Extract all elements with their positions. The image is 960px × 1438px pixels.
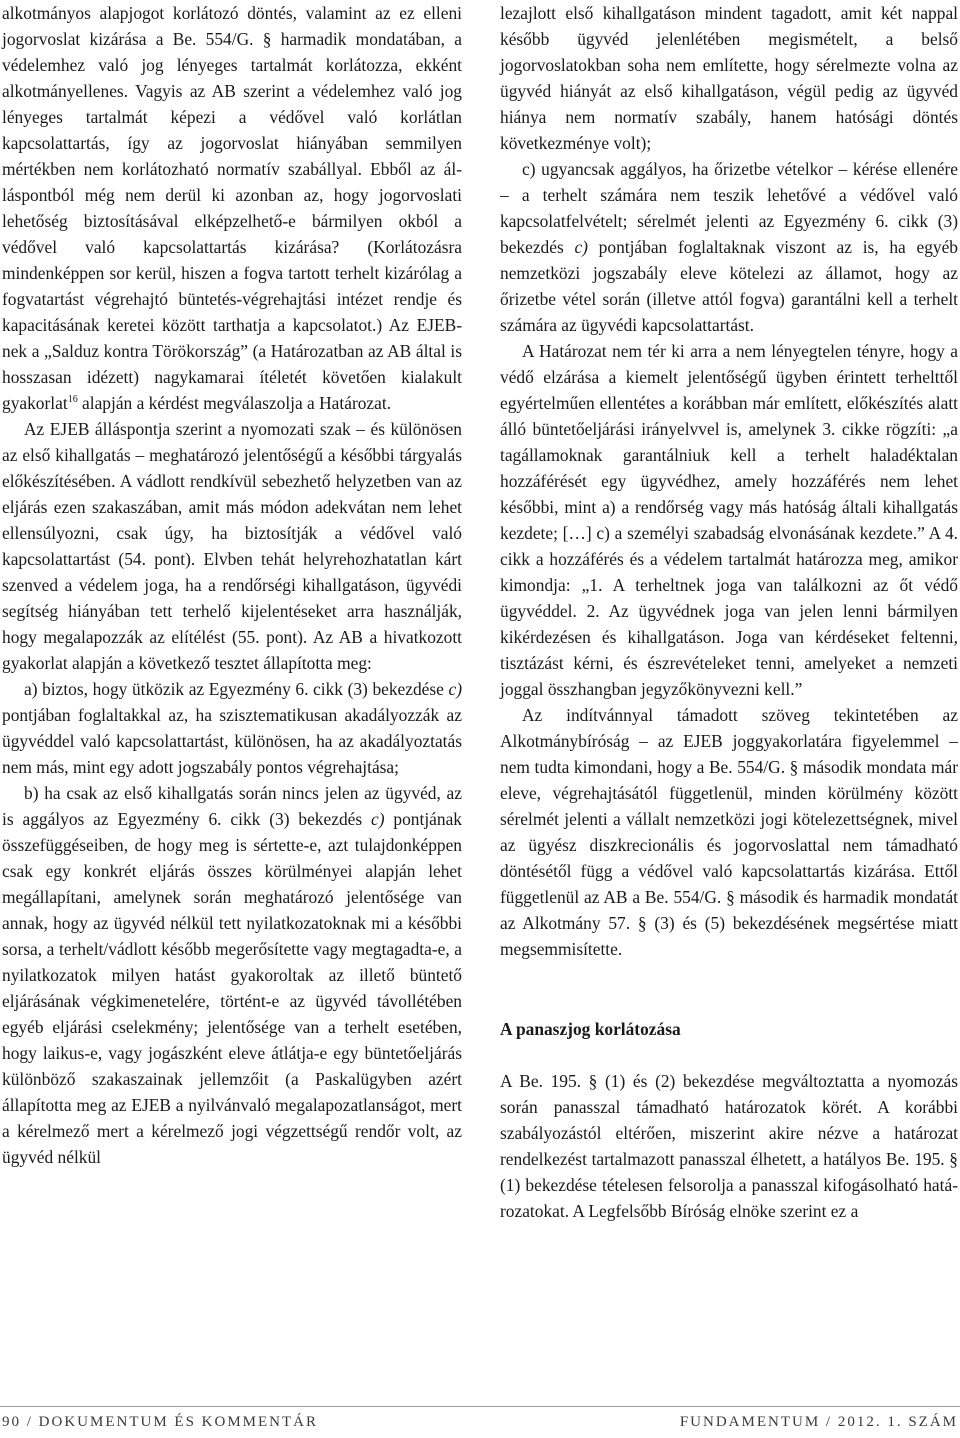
paragraph: Az EJEB álláspontja szerint a nyomozati szak – és különösen az első kihallgatás – meghatározó jelentőségű a későbbi tárgyalás előkészítésében. A vádlott rendkívül sebezhető helyzetben van az eljárás ezen szakaszában, amit más módon adekvátan nem lehet ellensúlyozni, csak úgy, ha biztosítják a védővel való kapcsolattartást (54. pont). Elvben tehát helyrehozhatatlan kárt szenved a védelem joga, ha a rendőrségi kihallgatáson, ügyvédi segítség hiányában tett terhelő kijelentéseket arra használják, hogy megalapozzák az elítélést (55. pont). Az AB a hivatkozott gyakorlat alapján a következő tesztet állapította meg: [2, 419, 462, 673]
italic-reference: c) [371, 809, 385, 829]
right-column [500, 0, 958, 1224]
list-item-text: a) biztos, hogy ütközik az Egyezmény 6. cikk (3) bekezdése [24, 679, 449, 699]
paragraph-text: alkotmányos alapjogot korlátozó döntés, valamint az ez elleni jogorvoslat kizárása a Be. 554/G. § harmadik mondatában, a védelemhez való jog lényeges tartalmát korlátozza, ekként alkotmányellenes. Vagyis az AB szerint a védelemhez való jog lényeges tartalmát képezi a védővel való korlátlan kapcsolattartás, így az jogorvoslat hiányában semmilyen mértékben nem korlátozható normatív szabállyal. Ebből az álláspontból még nem derül ki azonban az, hogy jogorvoslati lehetőség biztosításával elképzelhető-e bármilyen okból a védővel való kapcsolattartás kizárása? (Korlátozásra mindenképpen sor kerül, hiszen a fogva tartott terhelt kizárólag a fogvatartást végrehajtó büntetés-végrehajtási intézet rendje és kapacitásának keretei között tarthatja a kapcsolatot.) Az EJEB-nek a „Salduz kontra Törökország” (a Határozatban az AB által is hosszasan idézett) nagykamarai ítéletét követően kialakult gyakorlat [2, 3, 462, 413]
footer-page-label: 90 / DOKUMENTUM ÉS KOMMENTÁR [2, 1414, 319, 1430]
list-item-b [2, 780, 462, 1170]
section-heading: A panaszjog korlátozása [500, 1019, 681, 1039]
list-item-c [500, 156, 958, 338]
italic-reference: c) [574, 237, 588, 257]
footnote-reference: 16 [67, 394, 78, 406]
list-item-text: pontjában foglaltakkal az, ha szisztematikusan akadályozzák az ügyvéddel való kapcsolattartást, különösen, ha az akadályoztatás nem más, mint egy adott jogszabály pontos végrehajtása; [2, 705, 462, 777]
paragraph: Az indítvánnyal támadott szöveg tekintetében az Alkotmánybíróság – az EJEB joggyakorlatára figyelemmel – nem tudta kimondani, hogy a Be. 554/G. § második mondata már eleve, végrehajtásától függetlenül, minden körülmény között sérelmét jelenti a vállalt nemzetközi jogi kötelezettségnek, mivel az ügyész diszkrecionális és jogorvoslattal nem támadható döntésétől függ a védővel való kapcsolattartás kizárása. Ettől függetlenül az AB a Be. 554/G. § második és harmadik mondatát az Alkotmány 57. § (3) és (5) bekezdésének megsértése miatt megsemmisítette. [500, 705, 958, 959]
list-item-text: b) ha csak az első kihallgatás során nincs jelen az ügyvéd, az is aggályos az Egyezmény 6. cikk (3) bekezdés [2, 783, 462, 829]
list-item-text: c) ugyancsak aggályos, ha őrizetbe vételkor – kérése ellenére – a terhelt számára nem teszik lehetővé a védővel való kapcsolatfelvételt; sérelmét jelenti az Egyezmény 6. cikk (3) bekezdés [500, 159, 958, 257]
footer-divider [0, 1406, 960, 1407]
paragraph: lezajlott első kihallgatáson mindent tagadott, amit két nappal később ügyvéd jelenlétében megismételt, a belső jogorvoslatokban soha nem említette, hogy sérelmezte volna az ügyvéd hiányát az első kihallgatáson, végül pedig az ügyvéd hiánya nem normatív szabály, hanem hatósági döntés következménye volt); [500, 3, 958, 153]
paragraph-text: alapján a kérdést megválaszolja a Határozat. [77, 393, 392, 413]
italic-reference: c) [448, 679, 462, 699]
list-item-a [2, 676, 462, 780]
paragraph: A Be. 195. § (1) és (2) bekezdése megváltoztatta a nyomozás során panasszal támadható határozatok körét. A korábbi szabályozástól eltérően, miszerint akire nézve a határozat rendelkezést tartalmazott panasszal élhetett, a hatályos Be. 195. § (1) bekezdése tételesen felsorolja a panasszal kifogásolható határozatokat. A Legfelsőbb Bíróság elnöke szerint ez a [500, 1071, 958, 1221]
paragraph: A Határozat nem tér ki arra a nem lényegtelen tényre, hogy a védő elzárása a kiemelt jelentőségű ügyben érintett terhelttől egyértelműen ellentétes a korábban már említett, előkészítés alatt álló büntetőeljárási irányelvvel is, amelynek 3. cikke rögzíti: „a tagállamoknak garantálniuk kell a terhelt haladéktalan hozzáférését egy ügyvédhez, amely hozzáférés nem lehet későbbi, mint a) a rendőrség vagy más hatóság általi kihallgatás kezdete; […] c) a személyi szabadság elvonásának kezdete.” A 4. cikk a hozzáférés és a védelem tartalmát határozza meg, amikor kimondja: „1. A terheltnek joga van találkozni az őt védő ügyvéddel. 2. Az ügyvédnek joga van jelen lenni bármilyen kikérdezésen és kihallgatáson. Joga van kérdéseket feltenni, tisztázást kérni, és észrevételeket tenni, amelyeket a nemzeti joggal összhangban jegyzőkönyvezni kell.” [500, 341, 958, 699]
footer-journal-label: FUNDAMENTUM / 2012. 1. SZÁM [679, 1414, 958, 1430]
left-column [2, 0, 462, 1170]
list-item-text: pontjában foglaltaknak viszont az is, ha egyéb nemzetközi jogszabály eleve kötelezi az államot, hogy az őrizetbe vétel során (illetve attól fogva) garantálni kell a terhelt számára az ügyvédi kapcsolattartást. [500, 237, 959, 335]
list-item-text: pontjának összefüggéseiben, de hogy meg is sértette-e, azt tulajdonképpen csak egy konkrét eljárás összes körülményei alapján lehet megállapítani, amelynek során meghatározó jelentősége van annak, hogy az ügyvéd nélkül tett nyilatkozatoknak mi a későbbi sorsa, a terhelt/vádlott később megerősítette vagy megtagadta-e, a nyilatkozatok milyen hatást gyakoroltak az illető büntető eljárásának végkimenetelére, történt-e az ügyvéd távollétében egyéb eljárási cselekmény; jelentősége van a terhelt esetében, hogy laikus-e, vagy jogászként eleve átlátja-e egy büntetőeljárás különböző szakaszainak jellemzőit (a Paskalügyben azért állapította meg az EJEB a nyilvánvaló megalapozatlanságot, mert a kérelmező mert a kérelmező jogi végzettségű rendőr volt, az ügyvéd nélkül [2, 809, 462, 1167]
paragraph [2, 0, 462, 416]
